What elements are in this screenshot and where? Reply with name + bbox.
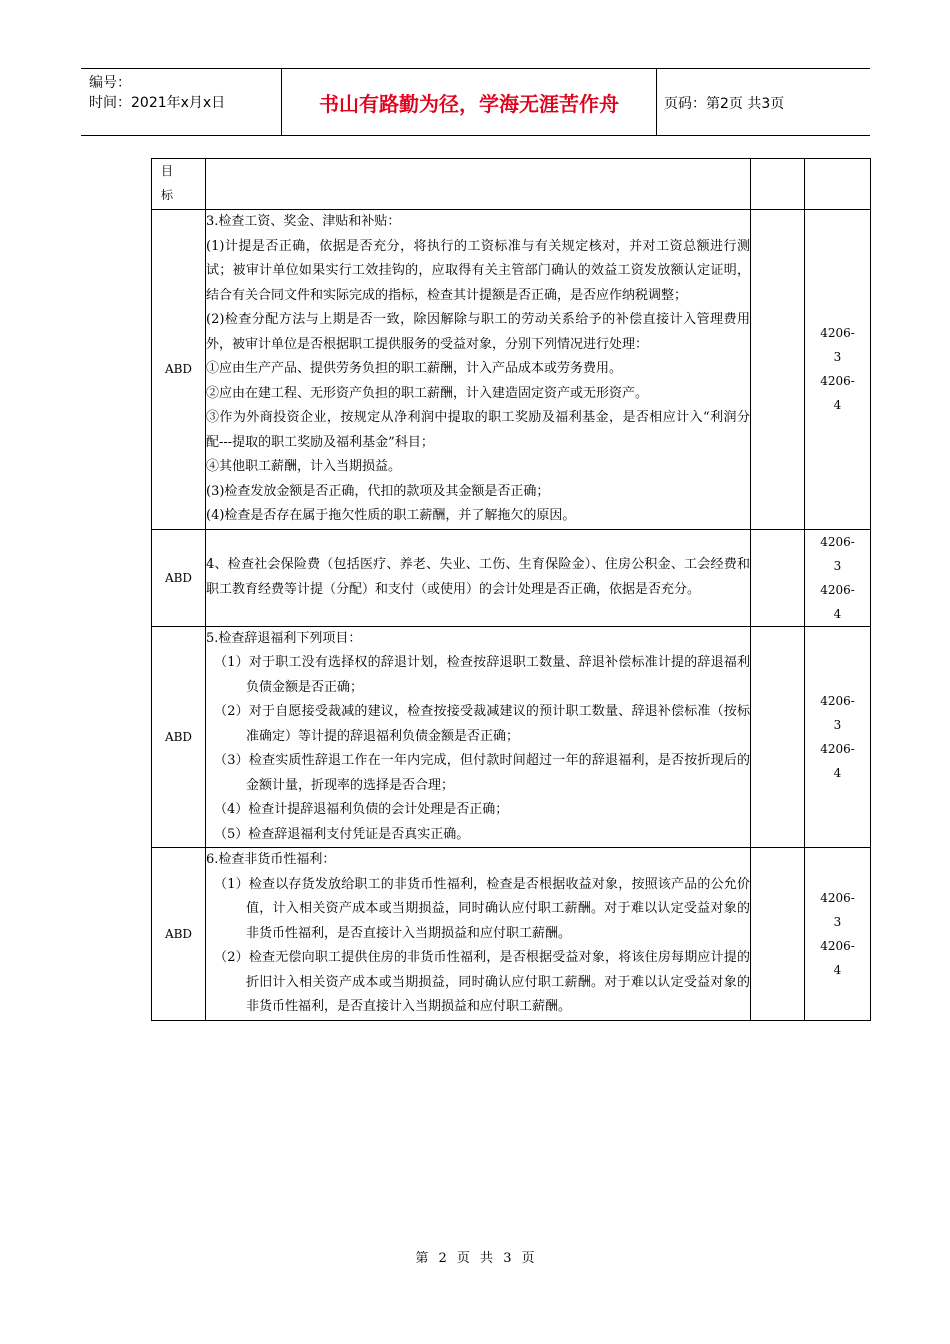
index-ref: 4206- (820, 741, 855, 756)
procedure-line: (4)检查是否存在属于拖欠性质的职工薪酬，并了解拖欠的原因。 (206, 508, 576, 523)
index-ref: 4 (833, 962, 842, 977)
index-ref: 3 (833, 717, 842, 732)
header-left (89, 73, 225, 113)
index-ref: 4206- (820, 374, 855, 389)
motto: 书山有路勤为径，学海无涯苦作舟 (281, 69, 657, 135)
index-cell (805, 529, 871, 626)
target-label: 目 标 (161, 164, 174, 202)
procedure-line: （5）检查辞退福利支付凭证是否真实正确。 (214, 826, 470, 842)
procedure-cell (206, 210, 751, 530)
index-ref: 3 (833, 558, 842, 573)
procedure-line: （1）检查以存货发放给职工的非货币性福利，检查是否根据收益对象，按照该产品的公允价值，计入相关资产成本或当期损益，同时确认应付职工薪酬。对于难以认定受益对象的非货币性福利，是否直接计入当期损益和应付职工薪酬。 (214, 876, 750, 941)
number-label: 编号： (89, 75, 131, 91)
index-ref: 4206- (820, 693, 855, 708)
procedure-line: (2)检查分配方法与上期是否一致，除因解除与职工的劳动关系给予的补偿直接计入管理费用外，被审计单位是否根据职工提供服务的受益对象，分别下列情况进行处理： (206, 312, 750, 352)
executor-cell (751, 529, 805, 626)
index-ref: 3 (833, 914, 842, 929)
date-label: 时间：2021年x月x日 (89, 95, 226, 111)
procedure-line: ②应由在建工程、无形资产负担的职工薪酬，计入建造固定资产或无形资产。 (206, 385, 649, 401)
index-ref: 4206- (820, 534, 855, 549)
index-cell (805, 159, 871, 210)
index-ref: 3 (833, 350, 842, 365)
procedure-line: ④其他职工薪酬，计入当期损益。 (206, 459, 402, 474)
executor-cell (751, 626, 805, 848)
executor-cell (751, 210, 805, 530)
index-cell (805, 626, 871, 848)
procedure-cell (206, 848, 751, 1021)
procedure-cell (206, 529, 751, 626)
procedure-line: （4）检查计提辞退福利负债的会计处理是否正确； (214, 802, 509, 817)
page-info: 页码：第2页 共3页 (664, 96, 785, 112)
target-cell: ABD (152, 529, 206, 626)
target-cell: ABD (152, 848, 206, 1021)
target-cell (152, 159, 206, 210)
page-footer: 第 2 页 共 3 页 (415, 1251, 535, 1266)
index-ref: 4206- (820, 938, 855, 953)
executor-cell (751, 159, 805, 210)
procedure-line: （1）对于职工没有选择权的辞退计划，检查按辞退职工数量、辞退补偿标准计提的辞退福利负债金额是否正确； (214, 655, 750, 695)
procedure-line: (3)检查发放金额是否正确，代扣的款项及其金额是否正确； (206, 483, 550, 499)
index-ref: 4206- (820, 890, 855, 905)
procedure-line: （3）检查实质性辞退工作在一年内完成，但付款时间超过一年的辞退福利，是否按折现后的金额计量，折现率的选择是否合理； (214, 753, 750, 793)
procedure-cell (206, 626, 751, 848)
audit-procedure-table (151, 158, 871, 1021)
table-row (152, 159, 871, 210)
index-ref: 4 (833, 765, 842, 780)
index-ref: 4206- (820, 326, 855, 341)
index-ref: 4 (833, 606, 842, 621)
table-row (152, 848, 871, 1021)
executor-cell (751, 848, 805, 1021)
index-cell (805, 848, 871, 1021)
procedure-line: 3.检查工资、奖金、津贴和补贴： (206, 214, 401, 229)
table-row (152, 626, 871, 848)
procedure-line: （2）检查无偿向职工提供住房的非货币性福利，是否根据受益对象，将该住房每期应计提的折旧计入相关资产成本或当期损益，同时确认应付职工薪酬。对于难以认定受益对象的非货币性福利，是否直接计入当期损益和应付职工薪酬。 (214, 950, 750, 1014)
procedure-line: 6.检查非货币性福利： (206, 852, 336, 867)
target-cell: ABD (152, 626, 206, 848)
procedure-line: 5.检查辞退福利下列项目： (206, 630, 362, 646)
procedure-line: 4、检查社会保险费（包括医疗、养老、失业、工伤、生育保险金）、住房公积金、工会经费和职工教育经费等计提（分配）和支付（或使用）的会计处理是否正确，依据是否充分。 (206, 557, 750, 597)
table-row (152, 529, 871, 626)
page-header (81, 68, 870, 136)
procedure-line: ③作为外商投资企业，按规定从净利润中提取的职工奖励及福利基金，是否相应计入“利润分配---提取的职工奖励及福利基金”科目； (206, 410, 750, 450)
procedure-cell (206, 159, 751, 210)
table-row (152, 210, 871, 530)
index-ref: 4 (833, 398, 842, 413)
index-cell (805, 210, 871, 530)
target-cell: ABD (152, 210, 206, 530)
procedure-line: ①应由生产产品、提供劳务负担的职工薪酬，计入产品成本或劳务费用。 (206, 361, 623, 376)
procedure-line: (1)计提是否正确，依据是否充分，将执行的工资标准与有关规定核对，并对工资总额进行测试；被审计单位如果实行工效挂钩的，应取得有关主管部门确认的效益工资发放额认定证明，结合有关合同文件和实际完成的指标，检查其计提额是否正确，是否应作纳税调整； (206, 238, 750, 303)
index-ref: 4206- (820, 582, 855, 597)
procedure-line: （2）对于自愿接受裁减的建议，检查按接受裁减建议的预计职工数量、辞退补偿标准（按标准确定）等计提的辞退福利负债金额是否正确； (214, 704, 750, 744)
